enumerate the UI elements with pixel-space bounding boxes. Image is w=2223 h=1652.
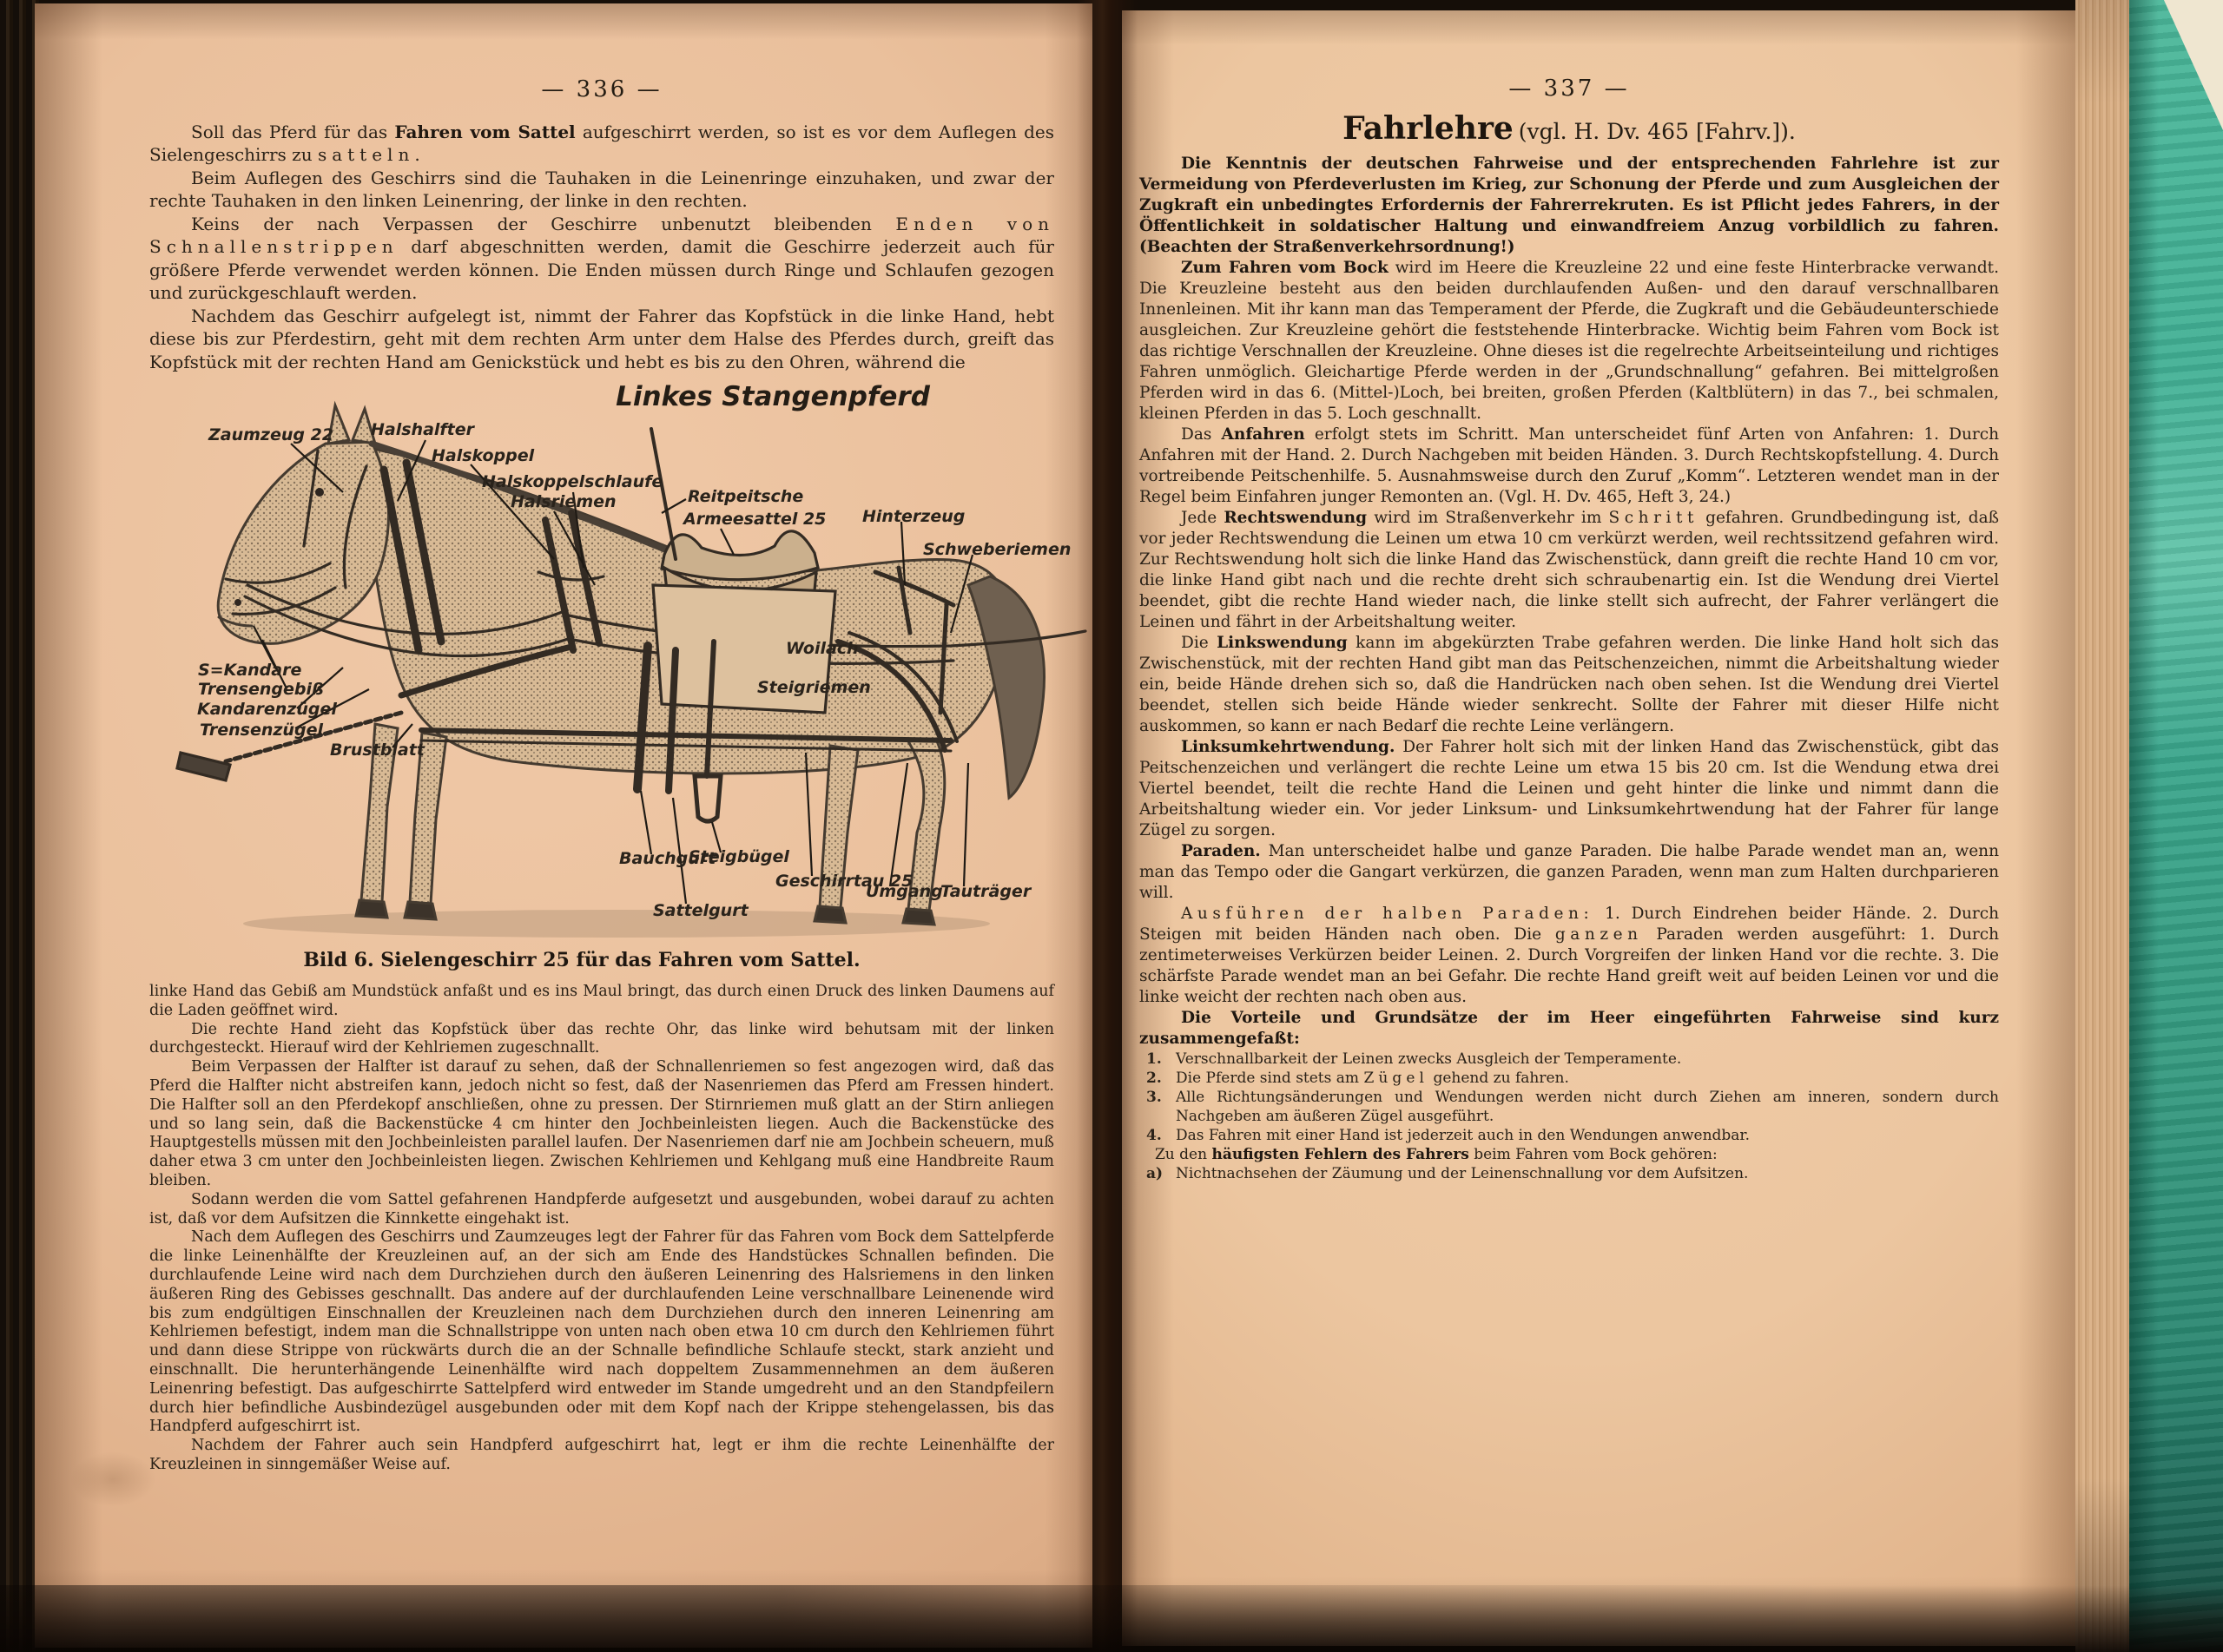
harness-figure (165, 381, 1125, 989)
figure-label-trensengebiss: Trensengebiß (198, 680, 324, 699)
chapter-title-ref: (vgl. H. Dv. 465 [Fahrv.]). (1518, 119, 1796, 144)
figure-label-tautraeger: Tauträger (940, 882, 1032, 901)
figure-label-umgang: Umgang (866, 882, 943, 901)
chapter-title-main: Fahrlehre (1342, 110, 1514, 147)
figure-label-bauchgurt: Bauchgurt (619, 849, 716, 868)
paragraph: Die Linkswendung kann im abgekürzten Trabe gefahren werden. Die linke Hand holt sich das Zwischenstück, mit der rechten Hand gibt man das Peitschenzeichen, nimmt die Arbeitshaltung wieder ein, beide Hände drehen sich so, daß die Handrücken nach oben sehen. Ist die Wendung drei Viertel beendet, stellen sich beide Hände wieder senkrecht. Sollte der Fahrer mit dieser Hilfe nicht auskommen, so kann er nach Bedarf die rechte Leine verlängern. (1139, 634, 2000, 735)
figure-label-halshalfter: Halshalfter (371, 420, 475, 439)
paragraph: Keins der nach Verpassen der Geschirre unbenutzt bleibenden Enden von Schnallenstrippen darf abgeschnitten werden, damit die Geschirre jederzeit auch für größere Pferde verwendet werden können. Die Enden müssen durch Ringe und Schlaufen gezogen und zurückgeschlauft werden. (149, 213, 1055, 303)
list-marker: 4. (1146, 1127, 1162, 1144)
page-336 (35, 3, 1092, 1648)
page-336-bottom-text (149, 983, 1054, 1475)
paragraph: Sodann werden die vom Sattel gefahrenen Handpferde aufgesetzt und ausgebunden, wobei darauf zu achten ist, daß vor dem Aufsitzen die Kinnkette eingehakt ist. (149, 1190, 1054, 1227)
summary-heading: Die Vorteile und Grundsätze der im Heer eingeführten Fahrweise sind kurz zusammengefaßt: (1139, 1009, 1999, 1048)
book-cover-cloth (2129, 0, 2223, 1652)
figure-label-sattelgurt: Sattelgurt (653, 901, 749, 920)
page-number-right: — 337 — (1508, 76, 1630, 102)
paragraph: Soll das Pferd für das Fahren vom Sattel aufgeschirrt werden, so ist es vor dem Auflegen des Sielengeschirrs zu satteln. (149, 121, 1054, 165)
page-336-top-text (149, 78, 1054, 373)
paragraph: Die rechte Hand zieht das Kopfstück über das rechte Ohr, das linke wird behutsam mit der linken durchgesteckt. Hierauf wird der Kehlriemen zugeschnallt. (149, 1020, 1054, 1057)
list-item-text: Das Fahren mit einer Hand ist jederzeit auch in den Wendungen anwendbar. (1176, 1127, 1751, 1144)
figure-label-s-kandare: S=Kandare (198, 661, 302, 680)
list-item-text: Die Pferde sind stets am Zügel gehend zu fahren. (1176, 1070, 1569, 1087)
paragraph: Paraden. Man unterscheidet halbe und ganze Paraden. Die halbe Parade wendet man an, wenn man das Tempo oder die Gangart verkürzen, die ganzen Paraden, wenn man zum Halten durchparieren will. (1139, 842, 1999, 902)
paragraph: Ausführen der halben Paraden: 1. Durch Eindrehen beider Hände. 2. Durch Steigen mit beiden Händen nach oben. Die ganzen Paraden werden ausgeführt: 1. Durch zentimeterweises Verkürzen beider Leinen. 2. Durch Vorgreifen der linken Hand vor die rechte. 3. Die schärfste Parade wendet man an bei Gefahr. Die rechte Hand greift weit auf beiden Leinen vor und die linke weicht der rechten nach oben aus. (1139, 905, 2000, 1006)
figure-label-trensenzuegel: Trensenzügel (200, 721, 323, 740)
list-marker: a) (1146, 1165, 1164, 1182)
page-337 (1122, 10, 2077, 1646)
list-marker: 3. (1146, 1089, 1162, 1106)
paragraph: Zum Fahren vom Bock wird im Heere die Kreuzleine 22 und eine feste Hinterbracke verwandt. Die Kreuzleine besteht aus den beiden durchlaufenden Außen- und den darauf verschnallbaren Innenleinen. Mit ihr kann man das Temperament der Pferde, die Zugkraft und die Gebäudeunterschiede ausgleichen. Zur Kreuzleine gehört die feststehende Hinterbracke. Wichtig beim Fahren vom Bock ist das richtige Verschnallen der Kreuzleine. Ohne dieses ist die regelrechte Arbeitseinteilung und richtiges Fahren unmöglich. Gleichartige Pferde werden in der „Grundschnallung“ gefahren. Bei mittelgroßen Pferden wird in das 6. (Mittel-)Loch, bei breiten, großen Pferden (Kaltblütern) in das 7., bei schmalen, kleinen Pferden in das 5. Loch geschnallt. (1139, 259, 1999, 423)
list-item (1139, 1088, 1999, 1126)
list-item (1139, 1050, 1999, 1069)
figure-title: Linkes Stangenpferd (616, 381, 930, 412)
page-337-text (1139, 78, 1999, 1183)
figure-label-geschirrtau-25: Geschirrtau 25 (775, 872, 914, 891)
list-item-text: Alle Richtungsänderungen und Wendungen werden nicht durch Ziehen am inneren, sondern durch Nachgeben am äußeren Zügel ausgeführt. (1176, 1089, 1999, 1125)
paragraph: Nach dem Auflegen des Geschirrs und Zaumzeuges legt der Fahrer für das Fahren vom Bock dem Sattelpferde die linke Leinenhälfte der Kreuzleinen auf, an der sich am Ende des Handstückes Schnallen befinden. Die durchlaufende Leine wird nach dem Durchziehen durch den äußeren Leinenring des Halsriemens in den linken äußeren Ring des Gebisses geschnallt. Das andere auf der durchlaufenden Leine verschnallbare Leinenende wird bis zum endgültigen Einschnallen der Kreuzleinen nach dem Durchziehen durch den inneren Leinenring am Kehlriemen befestigt, indem man die Schnallstrippe von unten nach oben etwa 10 cm durch den Kehlriemen führt und dann diese Strippe von rückwärts durch die an der Schnalle befindliche Schlaufe steckt, stark anzieht und einschnallt. Die herunterhängende Leinenhälfte wird nach doppeltem Zusammennehmen an dem äußeren Leinenring befestigt. Das aufgeschirrte Sattelpferd wird entweder im Stande umgedreht und an den Standpfeilern durch hier befindliche Ausbindezügel ausgebunden oder mit dem Kopf nach der Krippe stehengelassen, bis das Handpferd aufgeschirrt ist. (149, 1228, 1054, 1436)
paragraph: Die Kenntnis der deutschen Fahrweise und der entsprechenden Fahrlehre ist zur Vermeidung von Pferdeverlusten im Krieg, zur Schonung der Pferde und zum Ausgleichen der Zugkraft ein unbedingtes Erfordernis der Fahrerrekruten. Es ist Pflicht jedes Fahrers, in der Öffentlichkeit in soldatischer Haltung und einwandfreiem Anzug vorbildlich zu fahren. (Beachten der Straßenverkehrsordnung!) (1139, 155, 1999, 256)
figure-label-zaumzeug-22: Zaumzeug 22 (208, 425, 334, 444)
paragraph: Das Anfahren erfolgt stets im Schritt. Man unterscheidet fünf Arten von Anfahren: 1. Durch Anfahren mit der Hand. 2. Durch Nachgeben mit beiden Händen. 3. Durch Rechtskopfstellung. 4. Durch vortreibende Peitschenhilfe. 5. Ausnahmsweise durch den Zuruf „Komm“. Letzteren wendet man in der Regel beim Einfahren junger Remonten an. (Vgl. H. Dv. 465, Heft 3, 24.) (1139, 425, 1999, 506)
paragraph: Jede Rechtswendung wird im Straßenverkehr im Schritt gefahren. Grundbedingung ist, daß vor jeder Rechtswendung die Leinen um etwa 10 cm verkürzt werden, weil rechtssitzend gefahren wird. Zur Rechtswendung holt sich die linke Hand das Zwischenstück, dann greift die rechte Hand 10 cm vor, die linke Hand gibt nach und die rechte dreht sich schraubenartig ein. Ist die Wendung drei Viertel beendet, gibt die rechte Hand wieder nach, die linke stellt sich aufrecht, der Fahrer verlängert die Leinen und fährt in der Arbeitshaltung weiter. (1139, 509, 1999, 631)
figure-label-hinterzeug: Hinterzeug (862, 507, 966, 526)
list-marker: 2. (1146, 1070, 1162, 1087)
paragraph: Nachdem das Geschirr aufgelegt ist, nimmt der Fahrer das Kopfstück in die linke Hand, hebt diese bis zur Pferdestirn, geht mit dem rechten Arm unter dem Halse des Pferdes durch, greift das Kopfstück mit der rechten Hand am Genickstück und hebt es bis zu den Ohren, während die (149, 305, 1054, 372)
paragraph: Beim Auflegen des Geschirrs sind die Tauhaken in die Leinenringe einzuhaken, und zwar der rechte Tauhaken in den linken Leinenring, der linke in den rechten. (149, 167, 1054, 211)
figure-label-halskoppelschlaufe: Halskoppelschlaufe (482, 472, 663, 491)
chapter-title (1139, 110, 1999, 147)
paragraph: Linksumkehrtwendung. Der Fahrer holt sich mit der linken Hand das Zwischenstück, gibt das Peitschenzeichen und verlängert die rechte Leine um etwa 15 bis 20 cm. Ist die Wendung etwa drei Viertel beendet, teilt die rechte Hand die Leinen und geht hinter die linke und nimmt dann die Arbeitshaltung wieder ein. Vor jeder Linksum- und Linksumkehrtwendung hat der Fahrer für lange Zügel zu sorgen. (1139, 738, 1999, 839)
list-item-text: Verschnallbarkeit der Leinen zwecks Ausgleich der Temperamente. (1176, 1050, 1682, 1068)
paragraph: Nachdem der Fahrer auch sein Handpferd aufgeschirrt hat, legt er ihm die rechte Leinenhälfte der Kreuzleinen in sinngemäßer Weise auf. (149, 1437, 1054, 1473)
figure-caption: Bild 6. Sielengeschirr 25 für das Fahren vom Sattel. (303, 949, 861, 971)
figure-label-halsriemen: Halsriemen (511, 492, 617, 511)
paragraph: Beim Verpassen der Halfter ist darauf zu sehen, daß der Schnallenriemen so fest angezogen wird, daß das Pferd die Halfter nicht abstreifen kann, jedoch nicht so fest, daß der Nasenriemen das Pferd am Fressen hindert. Die Halfter soll an den Pferdekopf anschließen, ohne zu pressen. Der Stirnriemen muß glatt an der Stirn anliegen und so lang sein, daß die Backenstücke 4 cm hinter den Jochbeinleisten liegen. Auch die Backenstücke des Hauptgestells müssen mit den Jochbeinleisten parallel laufen. Der Nasenriemen darf nie am Jochbein scheuern, muß daher etwa 3 cm unter den Jochbeinleisten liegen. Zwischen Kehlriemen und Kehlgang muß eine Handbreite Raum bleiben. (149, 1058, 1054, 1189)
figure-label-armeesattel-25: Armeesattel 25 (683, 510, 827, 529)
list-item (1139, 1069, 1999, 1088)
list-item-text: Nichtnachsehen der Zäumung und der Leinenschnallung vor dem Aufsitzen. (1176, 1165, 1749, 1182)
figure-label-steigbuegel: Steigbügel (689, 847, 789, 866)
figure-label-reitpeitsche: Reitpeitsche (688, 487, 804, 506)
figure-label-woilach: Woilach (786, 639, 859, 658)
page-number-left: — 336 — (541, 76, 663, 102)
figure-label-schweberiemen: Schweberiemen (923, 540, 1072, 559)
list-item (1139, 1126, 1999, 1145)
list-marker: 1. (1146, 1050, 1162, 1068)
list-item (1139, 1164, 1999, 1183)
figure-label-brustblatt: Brustblatt (330, 740, 425, 760)
figure-label-kandarenzuegel: Kandarenzügel (197, 700, 337, 719)
paragraph: linke Hand das Gebiß am Mundstück anfaßt und es ins Maul bringt, das durch einen Druck des linken Daumens auf die Laden geöffnet wird. (149, 983, 1054, 1019)
figure-label-steigriemen: Steigriemen (757, 678, 871, 697)
faults-intro: Zu den häufigsten Fehlern des Fahrers beim Fahren vom Bock gehören: (1155, 1146, 1718, 1163)
figure-label-halskoppel: Halskoppel (432, 446, 535, 465)
page-edges (2075, 0, 2131, 1652)
